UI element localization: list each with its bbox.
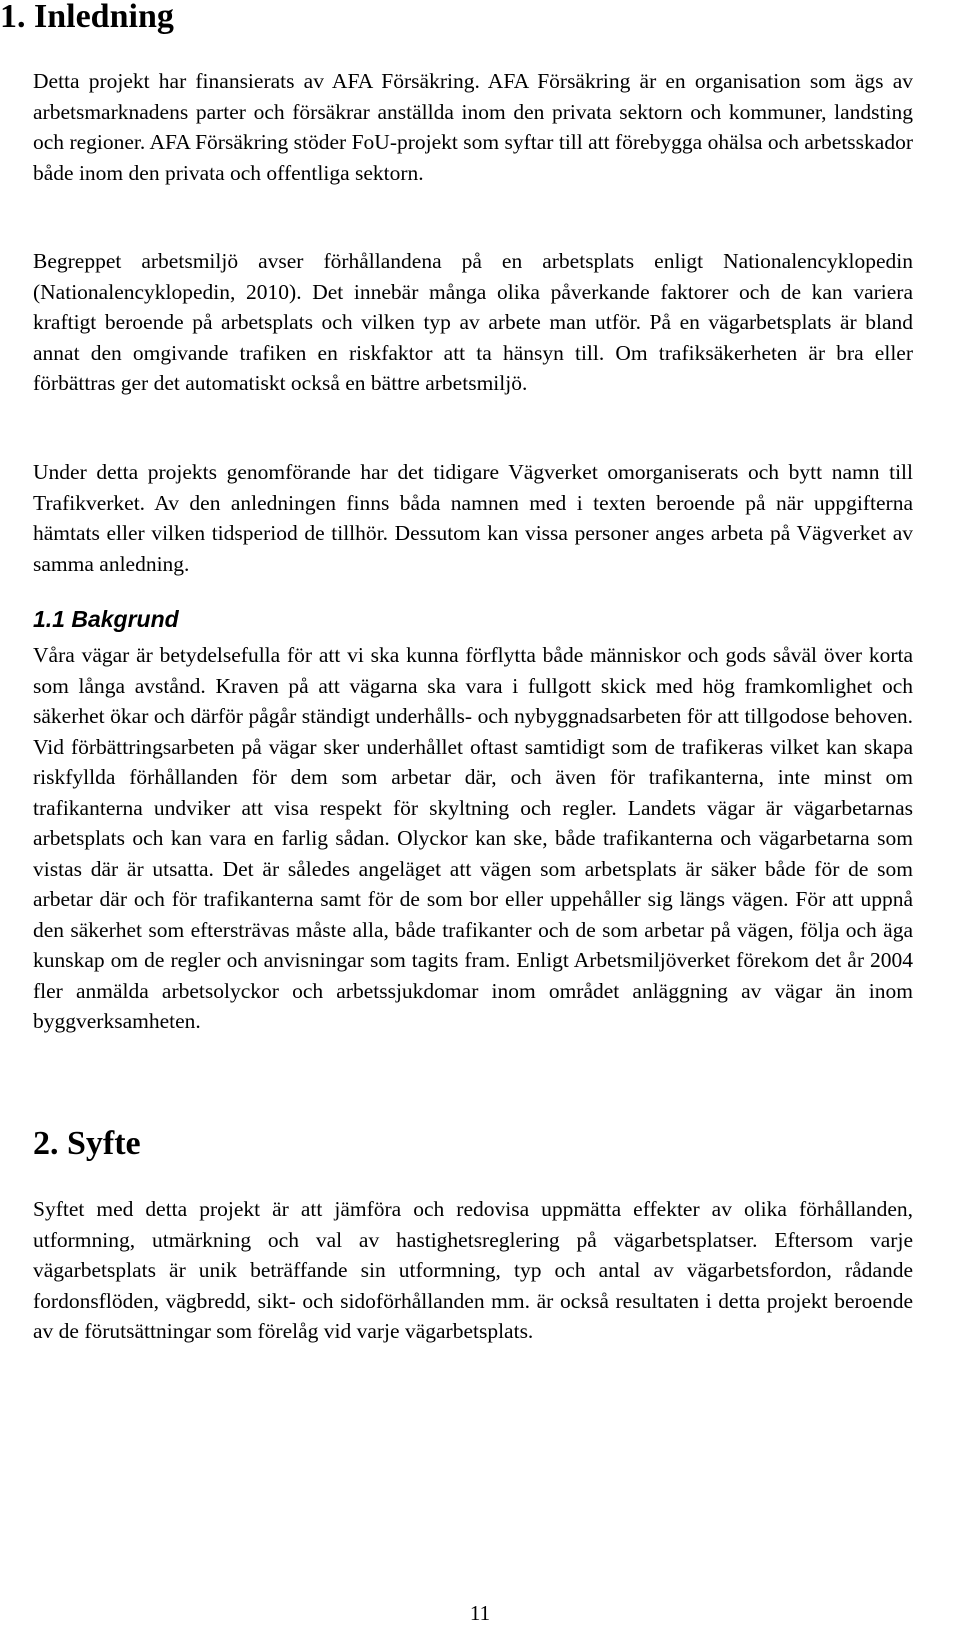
subsection-heading-bakgrund: 1.1 Bakgrund xyxy=(33,606,179,632)
paragraph-bakgrund: Våra vägar är betydelsefulla för att vi ska kunna förflytta både människor och gods såväl över korta som långa avstånd. Kraven på att vägarna ska vara i fullgott skick med hög framkomlighet och säkerhet ökar och därför pågår ständigt underhålls- och nybyggnadsarbeten för att tillgodose behoven. Vid förbättringsarbeten på vägar sker underhållet oftast samtidigt som de trafikeras vilket kan skapa riskfyllda förhållanden för dem som arbetar där, och även för trafikanterna, inte minst om trafikanterna undviker att visa respekt för skyltning och regler. Landets vägar är vägarbetarnas arbetsplats och kan vara en farlig sådan. Olyckor kan ske, både trafikanterna och vägarbetarna som vistas där är utsatta. Det är således angeläget att vägen som arbetsplats är säker både för de som arbetar där och för trafikanterna samt för de som bor eller uppehåller sig längs vägen. För att uppnå den säkerhet som eftersträvas måste alla, både trafikanter och de som arbetar på vägen, följa och äga kunskap om de regler och anvisningar som tagits fram. Enligt Arbetsmiljöverket förekom det år 2004 fler anmälda arbetsolyckor och arbetssjukdomar inom området anläggning av vägar än inom byggverksamheten. xyxy=(33,643,913,1033)
section-heading-inledning: 1. Inledning xyxy=(0,0,174,35)
paragraph-financing: Detta projekt har finansierats av AFA Försäkring. AFA Försäkring är en organisation som ägs av arbetsmarknadens parter och försäkrar anställda inom den privata sektorn och kommuner, landsting och regioner. AFA Försäkring stöder FoU-projekt som syftar till att förebygga ohälsa och arbetsskador både inom den privata och offentliga sektorn. xyxy=(33,69,913,185)
paragraph-arbetsmiljo: Begreppet arbetsmiljö avser förhållandena på en arbetsplats enligt Nationalencyklopedin (Nationalencyklopedin, 2010). Det innebär många olika påverkande faktorer och de kan variera kraftigt beroende på arbetsplats och vilken typ av arbete man utför. På en vägarbetsplats är bland annat den omgivande trafiken en riskfaktor att ta hänsyn till. Om trafiksäkerheten är bra eller förbättras ger det automatiskt också en bättre arbetsmiljö. xyxy=(33,249,913,395)
paragraph-syfte: Syftet med detta projekt är att jämföra och redovisa uppmätta effekter av olika förhållanden, utformning, utmärkning och val av hastighetsreglering på vägarbetsplatser. Eftersom varje vägarbetsplats är unik beträffande sin utformning, typ och antal av vägarbetsfordon, rådande fordonsflöden, vägbredd, sikt- och sidoförhållanden mm. är också resultaten i detta projekt beroende av de förutsättningar som förelåg vid varje vägarbetsplats. xyxy=(33,1197,913,1343)
page-number: 11 xyxy=(469,1601,491,1625)
paragraph-trafikverket: Under detta projekts genomförande har det tidigare Vägverket omorganiserats och bytt namn till Trafikverket. Av den anledningen finns båda namnen med i texten beroende på när uppgifterna hämtats eller vilken tidsperiod de tillhör. Dessutom kan vissa personer anges arbeta på Vägverket av samma anledning. xyxy=(33,460,913,576)
section-heading-syfte: 2. Syfte xyxy=(33,1125,141,1162)
